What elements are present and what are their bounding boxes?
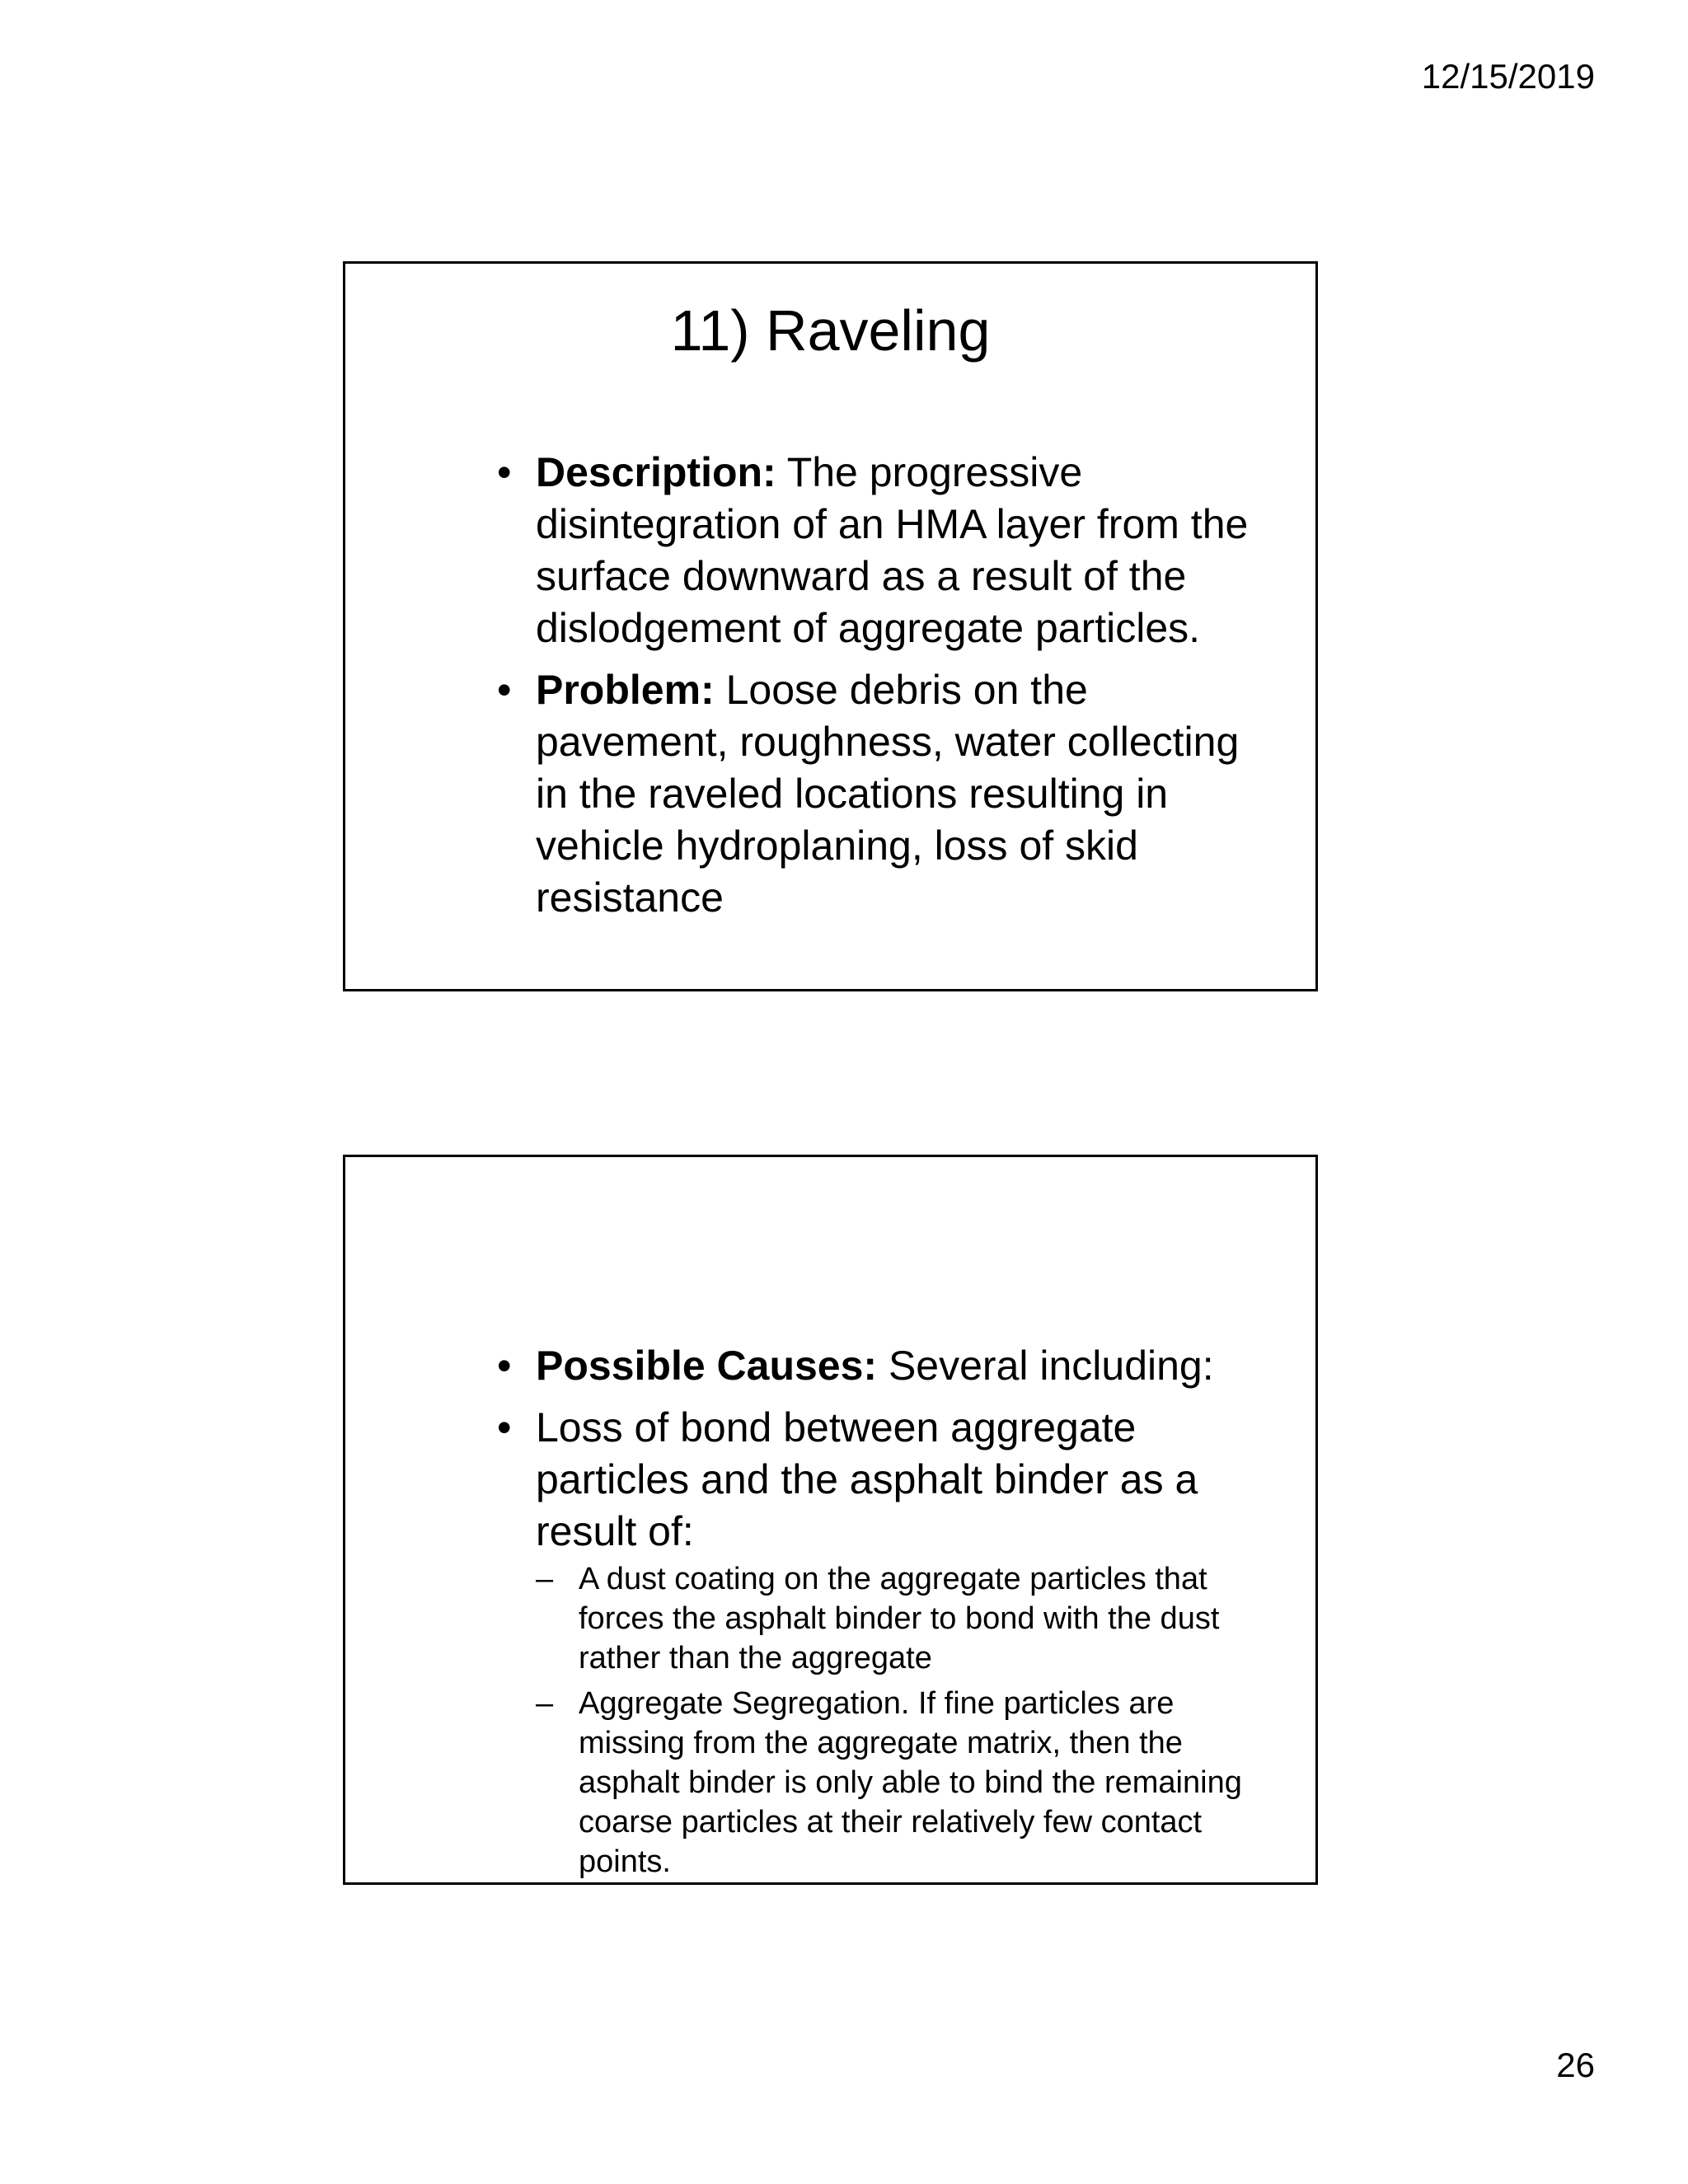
bullet-list <box>497 1340 1272 1891</box>
bullet-text: Loss of bond between aggregate particles and the asphalt binder as a result of: <box>536 1404 1198 1554</box>
page-number: 26 <box>1556 2046 1595 2084</box>
bullet-list <box>497 447 1272 934</box>
bullet-label: Possible Causes: <box>536 1343 878 1389</box>
bullet-icon: • <box>497 1343 512 1389</box>
slide-2 <box>343 1155 1318 1885</box>
bullet-problem <box>497 664 1272 924</box>
bullet-possible-causes <box>497 1340 1272 1392</box>
bullet-text: The progressive disintegration of an HMA layer from the surface downward as a result of the dislodgement of aggregate particles. <box>536 449 1249 651</box>
sub-bullet-list <box>536 1559 1272 1882</box>
slide-title: 11) Raveling <box>670 298 991 363</box>
dash-icon: – <box>536 1562 554 1596</box>
bullet-description <box>497 447 1272 654</box>
sub-bullet-dust-coating <box>536 1559 1272 1678</box>
bullet-text: Loose debris on the pavement, roughness, water collecting in the raveled locations resulting in vehicle hydroplaning, loss of skid resistance <box>536 667 1240 921</box>
slide-1 <box>343 261 1318 991</box>
bullet-label: Problem: <box>536 667 715 713</box>
dash-icon: – <box>536 1686 554 1721</box>
bullet-text: Several including: <box>877 1343 1214 1389</box>
bullet-loss-of-bond <box>497 1402 1272 1882</box>
bullet-icon: • <box>497 1404 512 1451</box>
sub-bullet-segregation <box>536 1684 1272 1882</box>
bullet-icon: • <box>497 449 512 495</box>
page-date: 12/15/2019 <box>1421 57 1595 96</box>
sub-bullet-text: A dust coating on the aggregate particles that forces the asphalt binder to bond with the dust rather than the aggregate <box>579 1562 1220 1675</box>
bullet-icon: • <box>497 667 512 713</box>
bullet-label: Description: <box>536 449 776 495</box>
sub-bullet-text: Aggregate Segregation. If fine particles are missing from the aggregate matrix, then the asphalt binder is only able to bind the remaining coarse particles at their relatively few contact points. <box>579 1686 1242 1879</box>
